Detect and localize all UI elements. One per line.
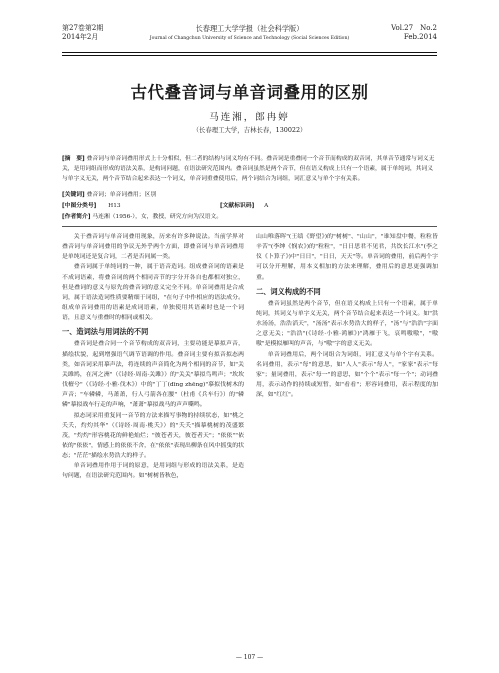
header-rule-thin (62, 55, 437, 56)
clc-label: [中图分类号] (62, 203, 97, 209)
paragraph: 叠音词虽然是两个音节，但在语义构成上只有一个语素，属于单纯词，其词义与单字义无关，两个音节结合起来表达一个词义。如"洪水汤汤，浩浩滔天"，"汤汤"表示水势浩大的样子，"汤"与"浩浩"字面之意无关；"浩浩"(《诗经·小雅·鸿雁》)"鸿雁于飞，哀鸣嗷嗷"，"嗷嗷"是模拟雁叫的声音，与"嗷"字的意义无关。 (256, 300, 438, 348)
paragraph: 单音词叠用后，两个词组合为词组，词汇意义与单个字有关系。名词叠用，表示"每"的意思，如"人人"表示"每人"，"家家"表示"每家"；量词叠用，表示"每一"的意思，如"个个"表示"每一个"；动词叠用，表示动作的持续或短暂，如"看看"；形容词叠用，表示程度的加深，如"红红"。 (256, 351, 438, 399)
author-info-label: [作者简介] (62, 214, 91, 220)
abstract-divider (62, 226, 437, 227)
author-info-block (62, 212, 437, 222)
author-info-text: 马连湘（1956-），女，教授，研究方向为汉语文。 (92, 214, 223, 220)
keywords-text: 叠音词；单音词叠用；区别 (86, 192, 157, 198)
volume-issue: 第27卷第2期 (62, 24, 104, 32)
keywords-block (62, 190, 437, 200)
author-affiliation: （长春理工大学，吉林长春，130022） (192, 126, 307, 134)
issue-date-en: Feb.2014 (403, 33, 437, 41)
keywords-label: [关键词] (62, 192, 85, 198)
paragraph: 叠音词属于单纯词的一种，属于语音造词。组成叠音词的语素是不成词语素，将叠音词的两个相同音节的字分开各自也都相对独立，但是叠词的意义与原先的叠音词的意义完全不同。单音词叠用是合成词，属于语法造词性质要精细于词组，"在句子中作相应的语法成分。组成单音词叠用的语素是成词语素，单独使用其语素时也是一个词语，且意义与重叠时的相同或相关。 (62, 264, 244, 322)
article-authors: 马连湘，郎冉婷 (209, 112, 290, 123)
doc-code-label: [文献标识码] (219, 203, 255, 209)
journal-name-cn: 长春理工大学学报（社会科学版） (195, 24, 304, 33)
section-heading-1: 一、造词法与用词法的不同 (62, 327, 149, 337)
classification-block (62, 201, 437, 211)
abstract-text: 叠音词与单音词叠用形式上十分相似，但二者的结构与词义均有不同。叠音词是重叠同一个音节而构成的双音词，其单音节通常与词义无关，是用词组而形成的语法关系，是构词问题，在语法研究范围内。叠音词虽然是两个音节，但在语义构成上只有一个语素，属于单纯词，其词义与单字义无关，两个音节结合起来表达一个词义，单音词重叠使用后，两个词结合为词组，词汇意义与单个字有关系。 (62, 156, 435, 183)
journal-name (62, 24, 437, 43)
paragraph: 叠音词是叠合同一个音节构成的双音词，主要功能是摹拟声音，描绘状貌，起到增强语气调节语调的作用。叠音词主要有拟音拟态两类，如音词采用摹声法，将连续的声音简化为两个相同的音节，如"关关雎鸠，在河之洲"（《诗经·周南·关雎》）的"关关"摹拟鸟鸣声；"坎坎伐檀兮"（《诗经·小雅·伐木》）中的"丁丁(dīng zhēng)"摹拟伐树木的声音；"车辚辚，马萧萧，行人弓箭各在腰"（杜甫《兵车行》）的"辚辚"摹拟战车行走的声响，"萧萧"摹拟战马的声声嘶鸣。 (62, 341, 244, 409)
right-column (256, 232, 438, 400)
issue-date: 2014年2月 (62, 33, 99, 41)
paragraph: 拟态词采用重复同一音节的方法来描写事物的持续状态，如"桃之夭夭，灼灼其华"（《诗经·周南·桃夭》）的"夭夭"描摹桃树的茂盛繁茂，"灼灼"形容桃花的鲜艳灿烂；"彼苍者天，彼苍者天"；"依依""依依的"依依"，情感上的依依不舍，在"依依"表现出柳条在风中摇曳的状态；"茫茫"描绘水势浩大的样子。 (62, 412, 244, 460)
article-title: 古代叠音词与单音词叠用的区别 (130, 83, 369, 102)
clc-value: H13 (108, 203, 121, 209)
paragraph: 关于叠音词与单音词叠用现象，历来有许多种说法。当前学界对叠音词与单音词叠用的争议无外乎两个方面，即叠音词与单音词叠用是单纯词还是复合词，二者是否同属一类。 (62, 234, 244, 261)
header-rule-thick (62, 52, 437, 53)
page-number: — 107 — (235, 654, 264, 661)
volume-info-en (391, 24, 437, 42)
paragraph: 单音词叠用作用于词的原意，是用词组与形成的语法关系，是造句问题，在语法研究范围内。如"树树皆秋色， (62, 463, 244, 480)
section-heading-2: 二、词义构成的不同 (256, 286, 321, 296)
journal-name-en: Journal of Changchun University of Science and Technology (Social Sciences Edition) (149, 35, 350, 41)
abstract-block (62, 154, 437, 185)
running-header (62, 24, 437, 50)
doc-code-value: A (264, 203, 269, 209)
abstract-label: [摘 要] (62, 156, 85, 162)
left-column (62, 232, 244, 482)
paragraph: 山山唯落晖"(王绩《野望》)的"树树"、"山山"，"谁知盘中餐，粒粒皆辛苦"(李绅《悯农》)的"粒粒"，"日日思君不见君，共饮长江水"(李之仪《卜算子》)中"日日"，"日日，天天"等。单音词的叠用，前后两个字可以分开理解，用本义相加的方法来理解，叠用后的意思更强调加重。 (256, 234, 438, 281)
volume-number-en: Vol.27 No.2 (391, 24, 437, 32)
